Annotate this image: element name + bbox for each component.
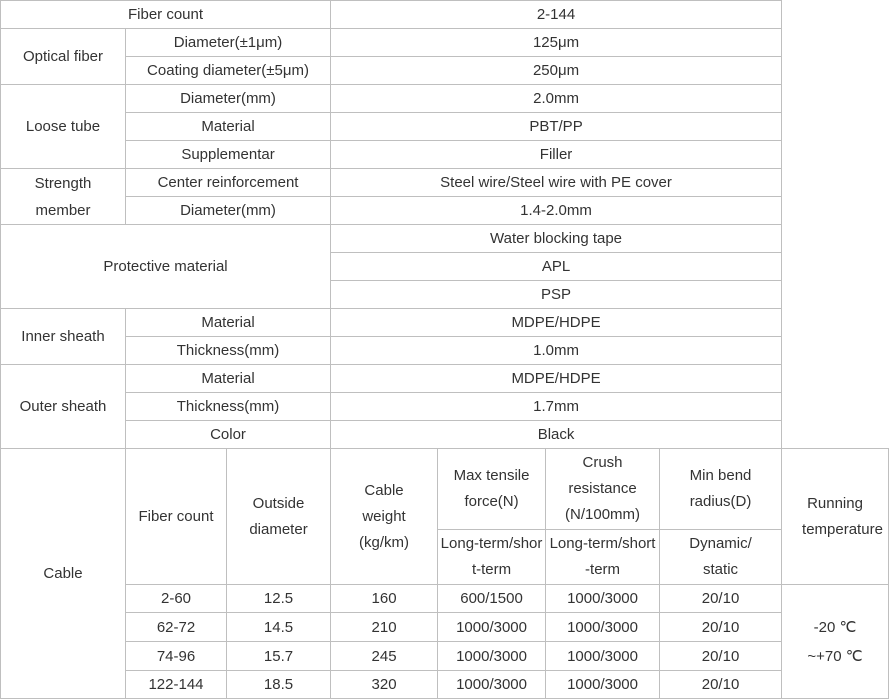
header-outside-diameter: Outside diameter — [227, 449, 331, 585]
data-cell: 1000/3000 — [546, 613, 660, 642]
table-row — [1, 113, 889, 141]
header-fiber-count: Fiber count — [126, 449, 227, 585]
fiber-count-label: Fiber count — [1, 1, 331, 29]
data-cell: 74-96 — [126, 642, 227, 671]
loose-tube-supplementar-label: Supplementar — [126, 141, 331, 169]
outer-sheath-material-label: Material — [126, 365, 331, 393]
data-cell: 20/10 — [660, 671, 782, 699]
protective-material-value: Water blocking tape — [331, 225, 782, 253]
temperature-line1: -20 ℃ — [813, 618, 857, 636]
protective-material-label: Protective material — [1, 225, 331, 309]
outer-sheath-label: Outer sheath — [1, 365, 126, 449]
inner-sheath-thickness-label: Thickness(mm) — [126, 337, 331, 365]
inner-sheath-material-value: MDPE/HDPE — [331, 309, 782, 337]
header-crush: Crush resistance (N/100mm) — [546, 449, 660, 530]
data-cell: 12.5 — [227, 585, 331, 613]
fiber-count-value: 2-144 — [331, 1, 782, 29]
table-row — [1, 671, 889, 699]
data-cell: 160 — [331, 585, 438, 613]
loose-tube-material-value: PBT/PP — [331, 113, 782, 141]
table-row — [1, 225, 889, 253]
loose-tube-diameter-value: 2.0mm — [331, 85, 782, 113]
protective-material-value: APL — [331, 253, 782, 281]
inner-sheath-label: Inner sheath — [1, 309, 126, 365]
table-row — [1, 337, 889, 365]
data-cell: 1000/3000 — [438, 642, 546, 671]
table-row — [1, 393, 889, 421]
table-row — [1, 585, 889, 613]
data-cell: 1000/3000 — [438, 671, 546, 699]
outer-sheath-material-value: MDPE/HDPE — [331, 365, 782, 393]
strength-member-diameter-label: Diameter(mm) — [126, 197, 331, 225]
table-row — [1, 197, 889, 225]
table-row — [1, 85, 889, 113]
optical-fiber-label: Optical fiber — [1, 29, 126, 85]
data-cell: 600/1500 — [438, 585, 546, 613]
coating-diameter-label: Coating diameter(±5μm) — [126, 57, 331, 85]
subheader-tensile: Long-term/short-term — [438, 530, 546, 585]
table-row — [1, 1, 889, 29]
table-row — [1, 57, 889, 85]
data-cell: 1000/3000 — [546, 642, 660, 671]
header-running-temperature: Running temperature — [782, 449, 889, 585]
center-reinforcement-value: Steel wire/Steel wire with PE cover — [331, 169, 782, 197]
data-cell: 122-144 — [126, 671, 227, 699]
data-cell: 62-72 — [126, 613, 227, 642]
outer-sheath-thickness-value: 1.7mm — [331, 393, 782, 421]
center-reinforcement-label: Center reinforcement — [126, 169, 331, 197]
loose-tube-label: Loose tube — [1, 85, 126, 169]
subheader-crush: Long-term/short-term — [546, 530, 660, 585]
cable-header-row — [1, 449, 889, 530]
data-cell: 18.5 — [227, 671, 331, 699]
data-cell: 20/10 — [660, 642, 782, 671]
header-min-bend: Min bend radius(D) — [660, 449, 782, 530]
strength-member-label-line2: member — [35, 201, 91, 219]
outer-sheath-color-label: Color — [126, 421, 331, 449]
strength-member-label — [1, 169, 126, 225]
data-cell: 320 — [331, 671, 438, 699]
table-row — [1, 642, 889, 671]
protective-material-value: PSP — [331, 281, 782, 309]
data-cell: 2-60 — [126, 585, 227, 613]
data-cell: 20/10 — [660, 613, 782, 642]
strength-member-diameter-value: 1.4-2.0mm — [331, 197, 782, 225]
inner-sheath-material-label: Material — [126, 309, 331, 337]
table-row — [1, 309, 889, 337]
loose-tube-diameter-label: Diameter(mm) — [126, 85, 331, 113]
optical-fiber-diameter-label: Diameter(±1μm) — [126, 29, 331, 57]
loose-tube-material-label: Material — [126, 113, 331, 141]
data-cell: 210 — [331, 613, 438, 642]
table-row — [1, 169, 889, 197]
data-cell: 20/10 — [660, 585, 782, 613]
header-max-tensile: Max tensile force(N) — [438, 449, 546, 530]
data-cell: 245 — [331, 642, 438, 671]
data-cell: 1000/3000 — [546, 585, 660, 613]
inner-sheath-thickness-value: 1.0mm — [331, 337, 782, 365]
data-cell: 15.7 — [227, 642, 331, 671]
loose-tube-supplementar-value: Filler — [331, 141, 782, 169]
table-row — [1, 365, 889, 393]
subheader-bend: Dynamic/ static — [660, 530, 782, 585]
table-row — [1, 613, 889, 642]
cable-label: Cable — [1, 449, 126, 699]
strength-member-label-line1: Strength — [34, 174, 92, 192]
running-temperature-value — [782, 585, 889, 699]
outer-sheath-color-value: Black — [331, 421, 782, 449]
optical-fiber-diameter-value: 125μm — [331, 29, 782, 57]
table-row — [1, 29, 889, 57]
data-cell: 14.5 — [227, 613, 331, 642]
temperature-line2: ~+70 ℃ — [807, 647, 863, 665]
table-row — [1, 141, 889, 169]
outer-sheath-thickness-label: Thickness(mm) — [126, 393, 331, 421]
header-cable-weight: Cable weight (kg/km) — [331, 449, 438, 585]
coating-diameter-value: 250μm — [331, 57, 782, 85]
table-row — [1, 421, 889, 449]
data-cell: 1000/3000 — [546, 671, 660, 699]
data-cell: 1000/3000 — [438, 613, 546, 642]
